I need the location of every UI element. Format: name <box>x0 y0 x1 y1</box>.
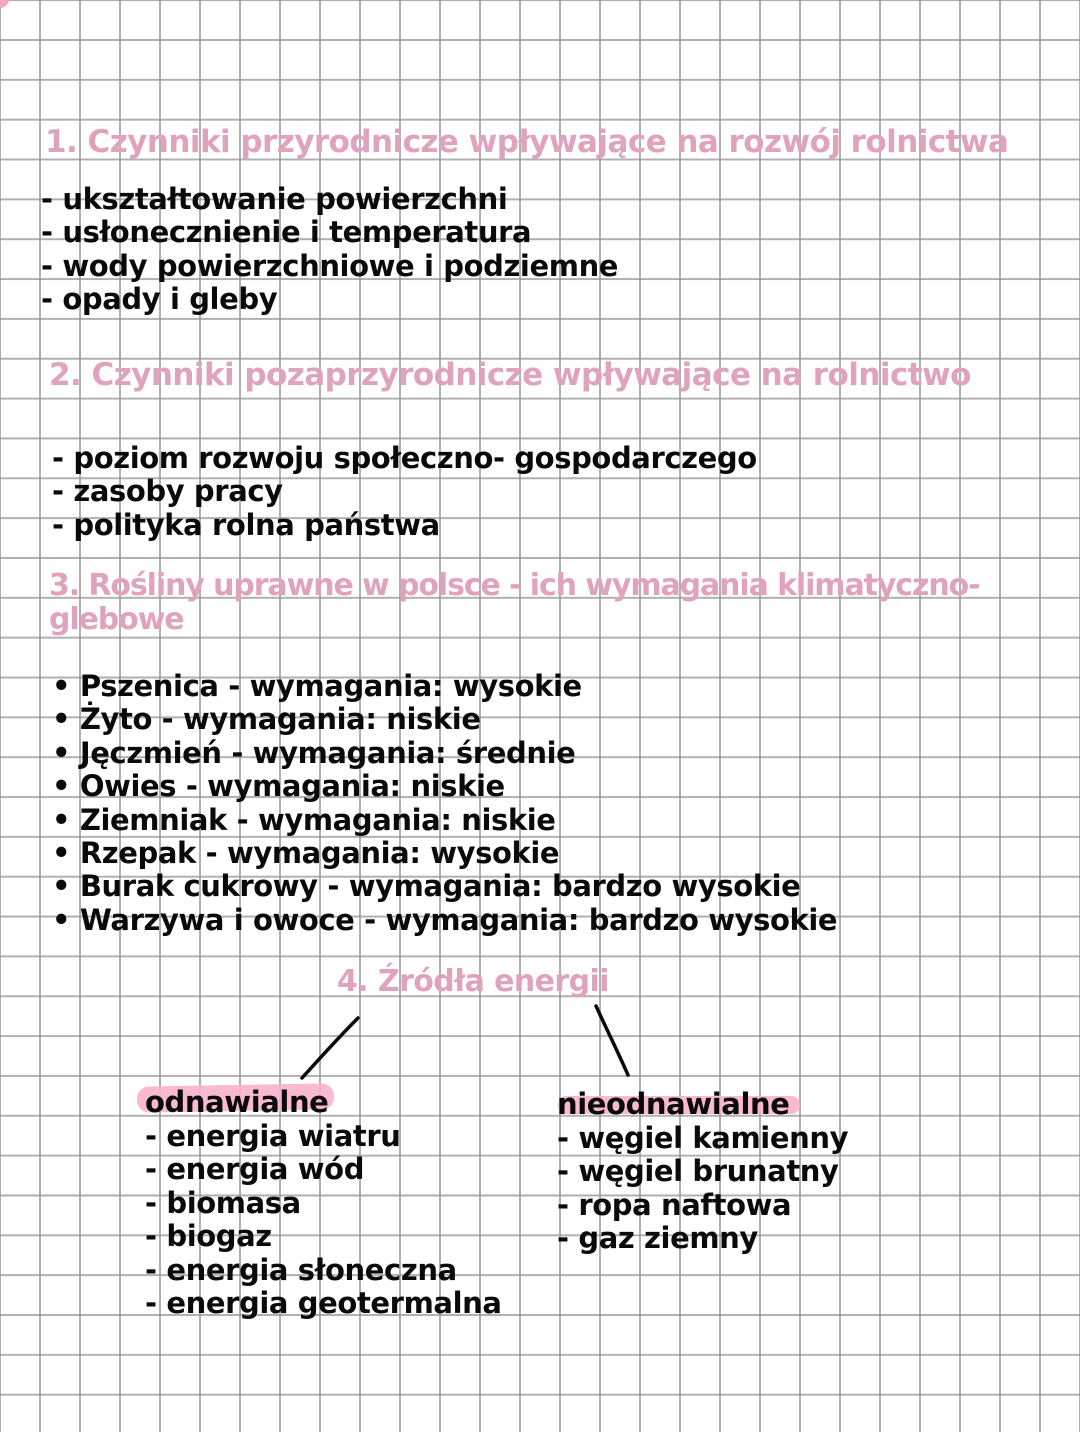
nonrenewable-title: nieodnawialne <box>557 1087 790 1121</box>
list-item: - usłonecznienie i temperatura <box>41 215 532 250</box>
list-item: - biomasa <box>145 1185 301 1220</box>
section-1-heading: 1. Czynniki przyrodnicze wpływające na rozwój rolnictwa <box>45 124 1009 160</box>
section-3-heading-line-1: 3. Rośliny uprawne w polsce - ich wymagania klimatyczno- <box>49 568 980 603</box>
list-item: - energia słoneczna <box>145 1252 457 1287</box>
list-item: • Ziemniak - wymagania: niskie <box>52 802 556 837</box>
list-item: - węgiel brunatny <box>557 1154 839 1189</box>
list-item: - biogaz <box>145 1219 272 1254</box>
list-item: - poziom rozwoju społeczno- gospodarczego <box>52 441 757 475</box>
list-item: • Rzepak - wymagania: wysokie <box>52 836 560 871</box>
list-item: • Jęczmień - wymagania: średnie <box>52 735 576 770</box>
list-item: - energia wód <box>145 1152 365 1187</box>
list-item: - polityka rolna państwa <box>52 507 440 542</box>
section-3-heading <box>49 569 979 637</box>
list-item: • Burak cukrowy - wymagania: bardzo wysokie <box>52 869 801 904</box>
nonrenewable-list <box>557 1122 848 1256</box>
list-item: - węgiel kamienny <box>557 1121 849 1155</box>
list-item: • Żyto - wymagania: niskie <box>52 702 481 737</box>
section-2-list <box>52 442 757 542</box>
renewable-list <box>145 1120 502 1320</box>
section-3-list <box>52 670 837 937</box>
list-item: - energia wiatru <box>145 1119 401 1153</box>
branch-line-left <box>302 1018 358 1078</box>
section-2-heading: 2. Czynniki pozaprzyrodnicze wpływające na rolnictwo <box>49 357 971 393</box>
section-4-heading: 4. Źródła energii <box>337 964 609 999</box>
list-item: - wody powierzchniowe i podziemne <box>41 248 619 283</box>
branch-line-right <box>596 1006 628 1075</box>
list-item: • Owies - wymagania: niskie <box>52 769 505 804</box>
list-item: - gaz ziemny <box>557 1221 758 1256</box>
pink-corner-dot <box>0 0 9 8</box>
list-item: - energia geotermalna <box>145 1286 502 1321</box>
list-item: - ukształtowanie powierzchni <box>41 182 508 216</box>
list-item: - ropa naftowa <box>557 1187 792 1222</box>
renewable-title: odnawialne <box>145 1085 329 1119</box>
list-item: • Warzywa i owoce - wymagania: bardzo wysokie <box>52 902 838 937</box>
section-1-list <box>41 183 618 317</box>
list-item: - opady i gleby <box>41 282 278 317</box>
section-3-heading-line-2: glebowe <box>49 602 184 637</box>
list-item: - zasoby pracy <box>52 474 283 509</box>
list-item: • Pszenica - wymagania: wysokie <box>52 669 582 703</box>
